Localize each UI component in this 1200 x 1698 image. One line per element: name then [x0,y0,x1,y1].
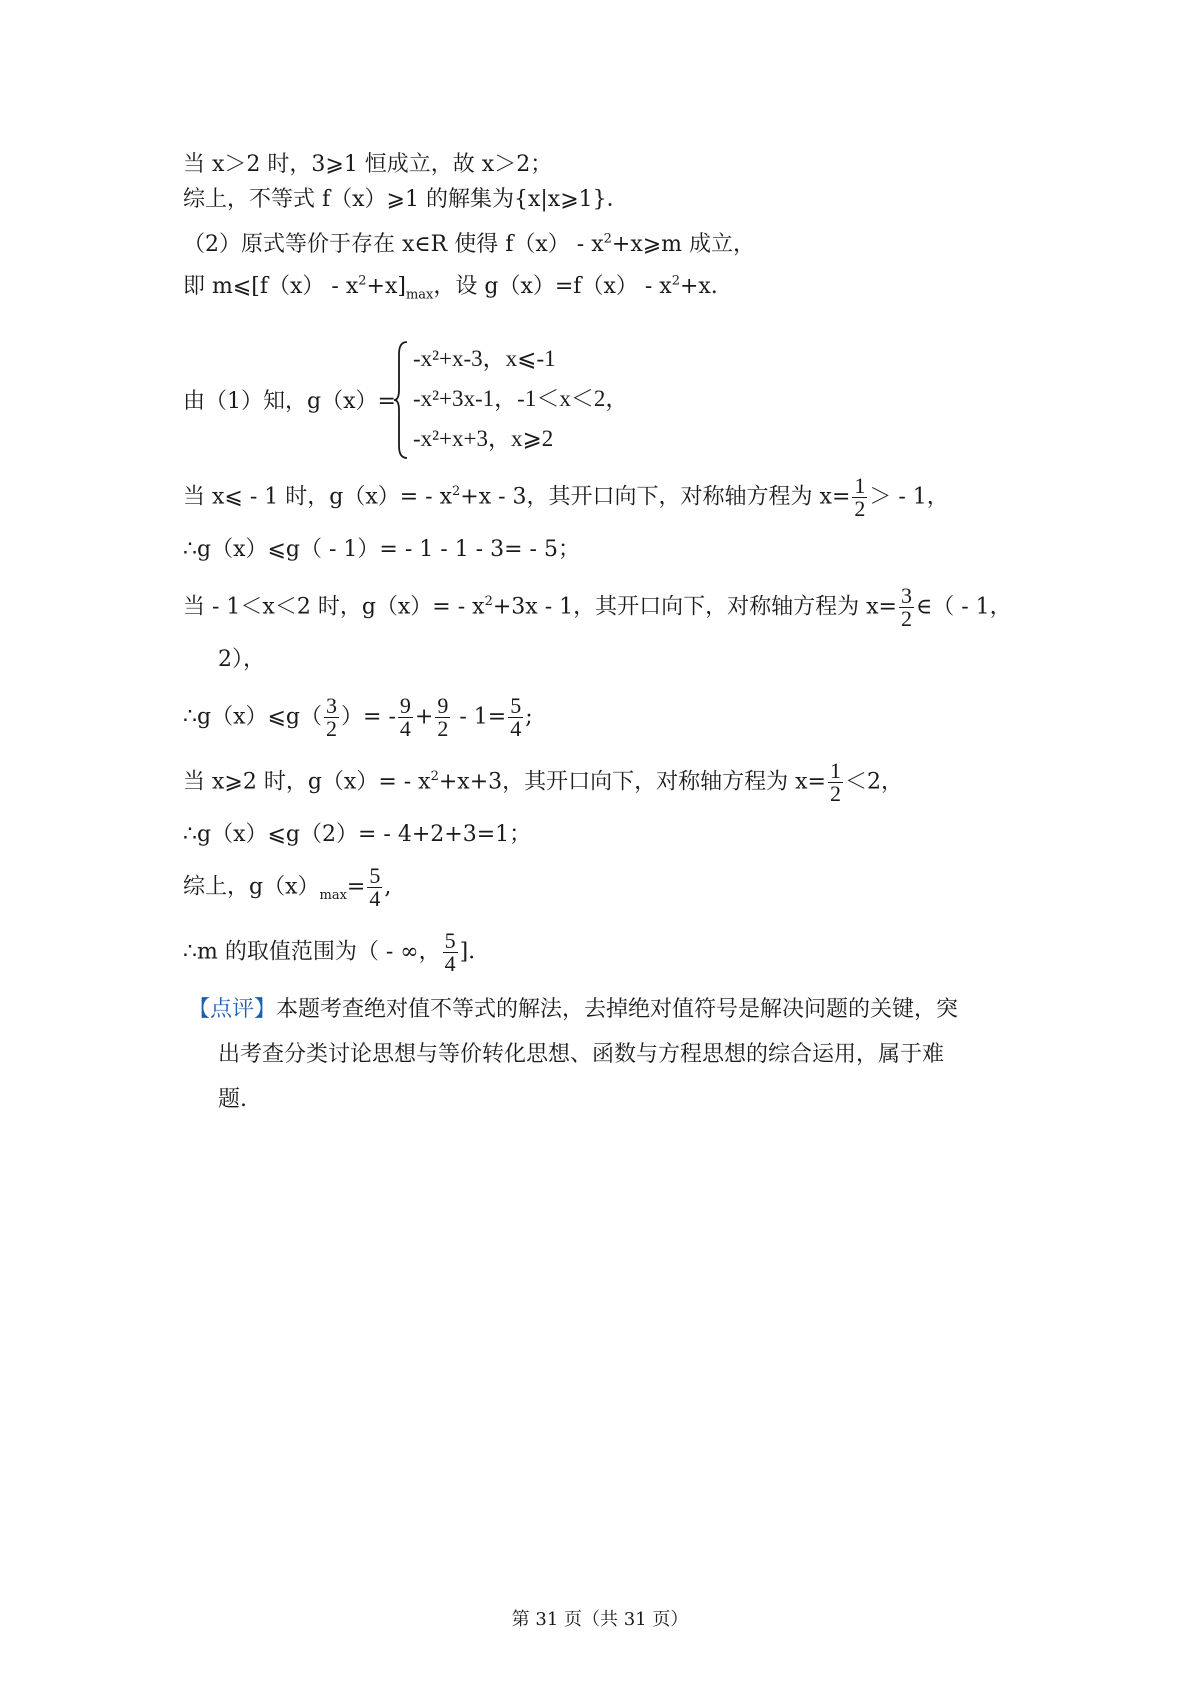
text-segment: ∈（ - 1， [915,594,1012,620]
superscript: 2 [430,769,439,785]
text-segment: ∴g（x）⩽g（ [183,704,323,730]
text-segment: ]． [459,939,491,965]
text-line [183,930,490,975]
text-segment: 当 - 1＜x＜2 时，g（x）= - x [183,594,485,620]
text-line [183,272,718,302]
superscript: 2 [671,273,680,289]
superscript: 2 [452,484,461,500]
comment-line [188,995,958,1025]
text-line [183,230,755,260]
text-line [183,695,533,740]
text-segment: ＞ - 1， [869,484,949,510]
fraction: $\frac{3}{2}$ [900,583,912,631]
case-2: -x²+3x-1，-1＜x＜2， [413,386,629,411]
superscript: 2 [484,594,493,610]
piecewise-lead: 由（1）知，g（x）= [183,389,396,414]
comment-tag: 【点评】 [188,997,277,1022]
text-segment: 即 m⩽[f（x） - x [183,274,359,299]
text-line: ∴g（x）⩽g（ - 1）= - 1 - 1 - 3= - 5； [183,537,580,562]
case-1: -x²+x-3，x⩽-1 [413,346,556,371]
comment-line: 出考查分类讨论思想与等价转化思想、函数与方程思想的综合运用，属于难 [218,1042,945,1067]
text-segment: + [414,704,434,730]
superscript: 2 [358,273,367,289]
fraction: $\frac{9}{2}$ [437,693,449,741]
text-line: 当 x＞2 时，3⩾1 恒成立，故 x＞2； [183,152,553,177]
case-3: -x²+x+3，x⩾2 [413,426,554,451]
fraction: $\frac{3}{2}$ [326,693,338,741]
fraction: $\frac{5}{4}$ [369,863,381,911]
text-segment: +3x - 1，其开口向下，对称轴方程为 x= [492,594,897,620]
text-segment: +x. [679,274,718,299]
text-segment: +x] [366,274,406,299]
subscript: max [319,887,347,903]
text-segment: ∴m 的取值范围为（ - ∞， [183,939,441,965]
fraction: $\frac{5}{4}$ [444,928,456,976]
fraction: $\frac{1}{2}$ [854,473,866,521]
text-segment: ＜2， [844,769,903,795]
text-segment: ; [525,704,533,730]
text-segment: ，设 g（x）=f（x） - x [433,274,672,299]
text-segment: （2）原式等价于存在 x∈R 使得 f（x） - x [183,232,604,257]
text-segment: ）= - [341,704,396,730]
fraction: $\frac{9}{4}$ [399,693,411,741]
text-segment: 综上，g（x） [183,874,320,900]
text-segment: 当 x⩽ - 1 时，g（x）= - x [183,484,452,510]
text-segment: +x - 3，其开口向下，对称轴方程为 x= [460,484,851,510]
text-segment: - 1= [452,704,507,730]
fraction: $\frac{1}{2}$ [829,758,841,806]
text-segment: 当 x⩾2 时，g（x）= - x [183,769,431,795]
piecewise-function [183,340,883,460]
brace-icon [393,340,409,460]
superscript: 2 [603,231,612,247]
text-line: 2）， [218,647,265,672]
text-segment: , [384,874,392,900]
text-line: ∴g（x）⩽g（2）= - 4+2+3=1； [183,822,532,847]
text-line [183,865,391,910]
text-segment: +x⩾m 成立， [611,232,756,257]
text-segment: = [346,874,366,900]
text-line [183,760,903,805]
text-line [183,585,1012,630]
comment-text: 本题考查绝对值不等式的解法，去掉绝对值符号是解决问题的关键，突 [276,997,959,1022]
fraction: $\frac{5}{4}$ [510,693,522,741]
page-footer: 第 31 页（共 31 页） [511,1609,689,1630]
subscript: max [405,287,434,303]
comment-line: 题. [218,1087,247,1112]
text-segment: +x+3，其开口向下，对称轴方程为 x= [438,769,826,795]
text-line [183,475,949,520]
text-line: 综上，不等式 f（x）⩾1 的解集为{x|x⩾1}． [183,187,629,212]
